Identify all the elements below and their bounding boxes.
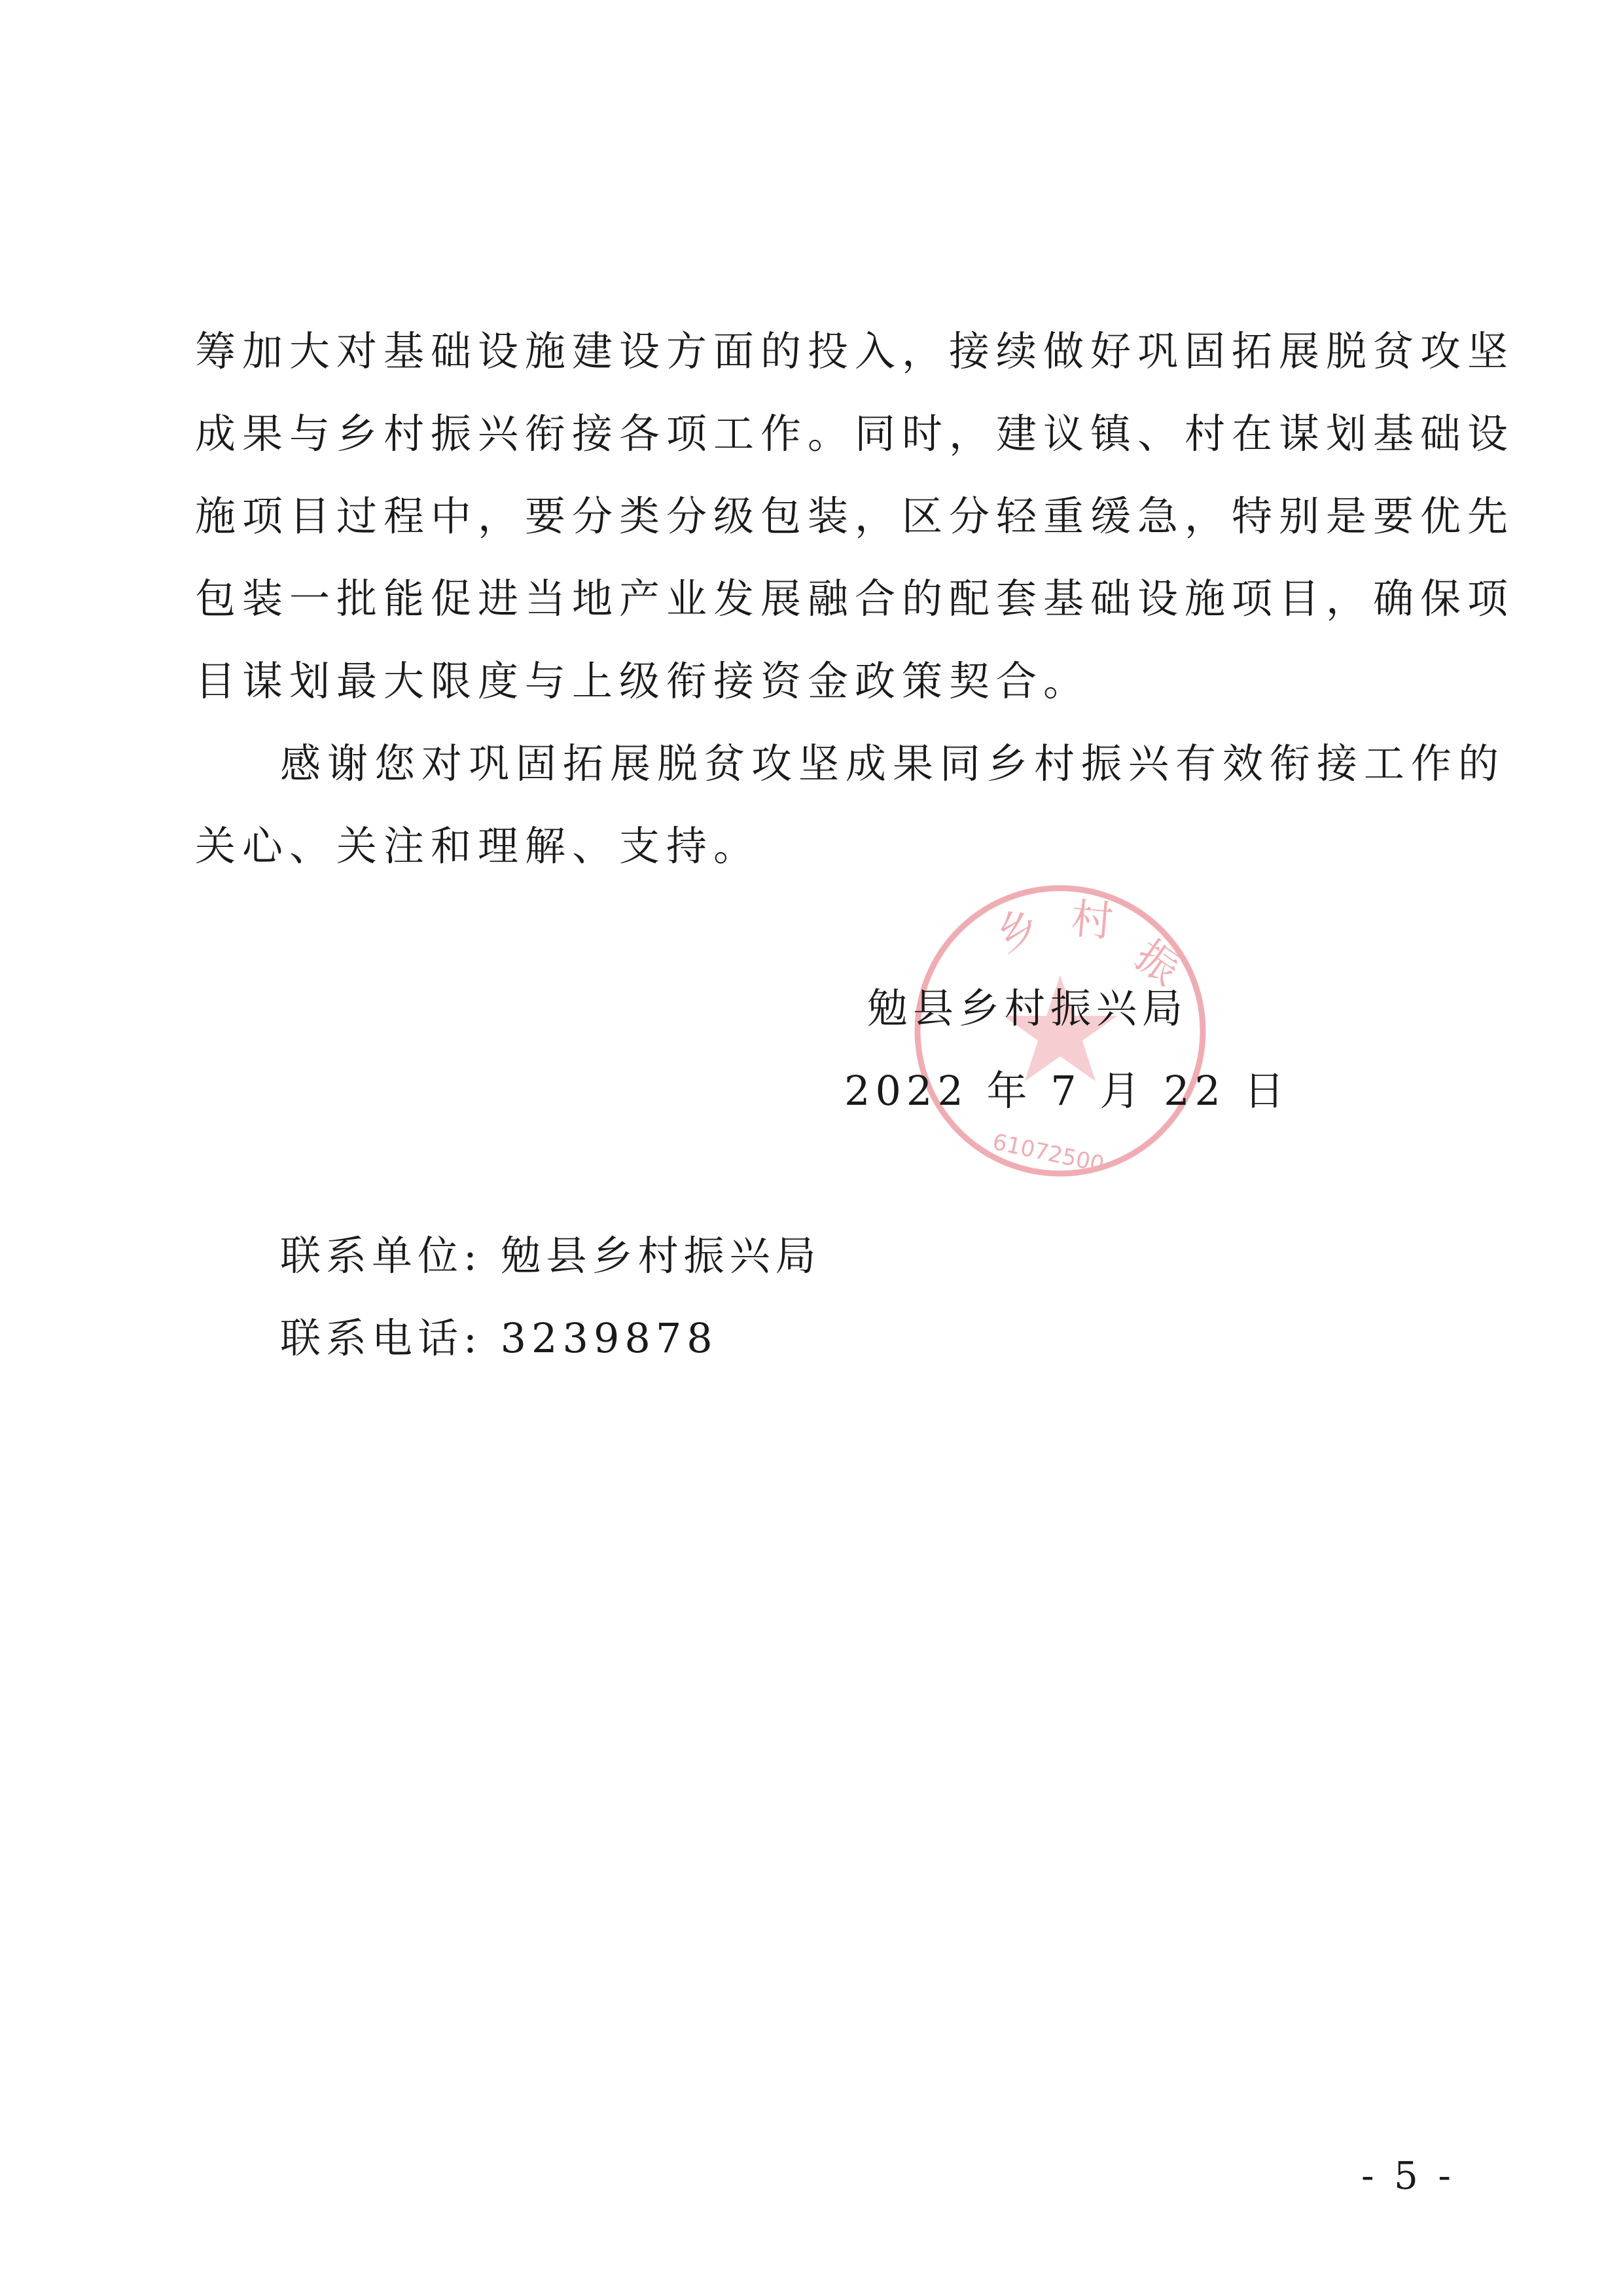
seal-char: 乡 [988,900,1047,962]
seal-char: 振 [1126,931,1188,995]
page-number: - 5 - [1361,2153,1455,2198]
seal-code: 61072500 [990,1128,1107,1178]
body-text [195,310,1515,888]
paragraph-line: 成果与乡村振兴衔接各项工作。同时，建议镇、村在谋划基础设 [195,410,1515,457]
contact-unit-value: 勉县乡村振兴局 [500,1232,821,1280]
paragraph-line: 目谋划最大限度与上级衔接资金政策契合。 [195,657,1091,705]
paragraph-line: 筹加大对基础设施建设方面的投入，接续做好巩固拓展脱贫攻坚 [195,327,1515,375]
contact-block [280,1215,821,1380]
contact-unit-label: 联系单位: [280,1232,482,1280]
paragraph-line: 关心、关注和理解、支持。 [195,822,761,870]
paragraph-line: 包装一批能促进当地产业发展融合的配套基础设施项目，确保项 [195,575,1515,622]
paragraph-line: 施项目过程中，要分类分级包装，区分轻重缓急，特别是要优先 [195,492,1515,540]
signature-date: 2022 年 7 月 22 日 [844,1067,1290,1115]
seal-char: 村 [1069,895,1115,947]
contact-phone-value: 3239878 [500,1314,718,1362]
contact-phone-row [280,1297,821,1380]
signature-org: 勉县乡村振兴局 [867,984,1188,1032]
contact-phone-label: 联系电话: [280,1314,482,1362]
contact-unit-row [280,1215,821,1297]
paragraph-line: 感谢您对巩固拓展脱贫攻坚成果同乡村振兴有效衔接工作的 [280,740,1506,787]
